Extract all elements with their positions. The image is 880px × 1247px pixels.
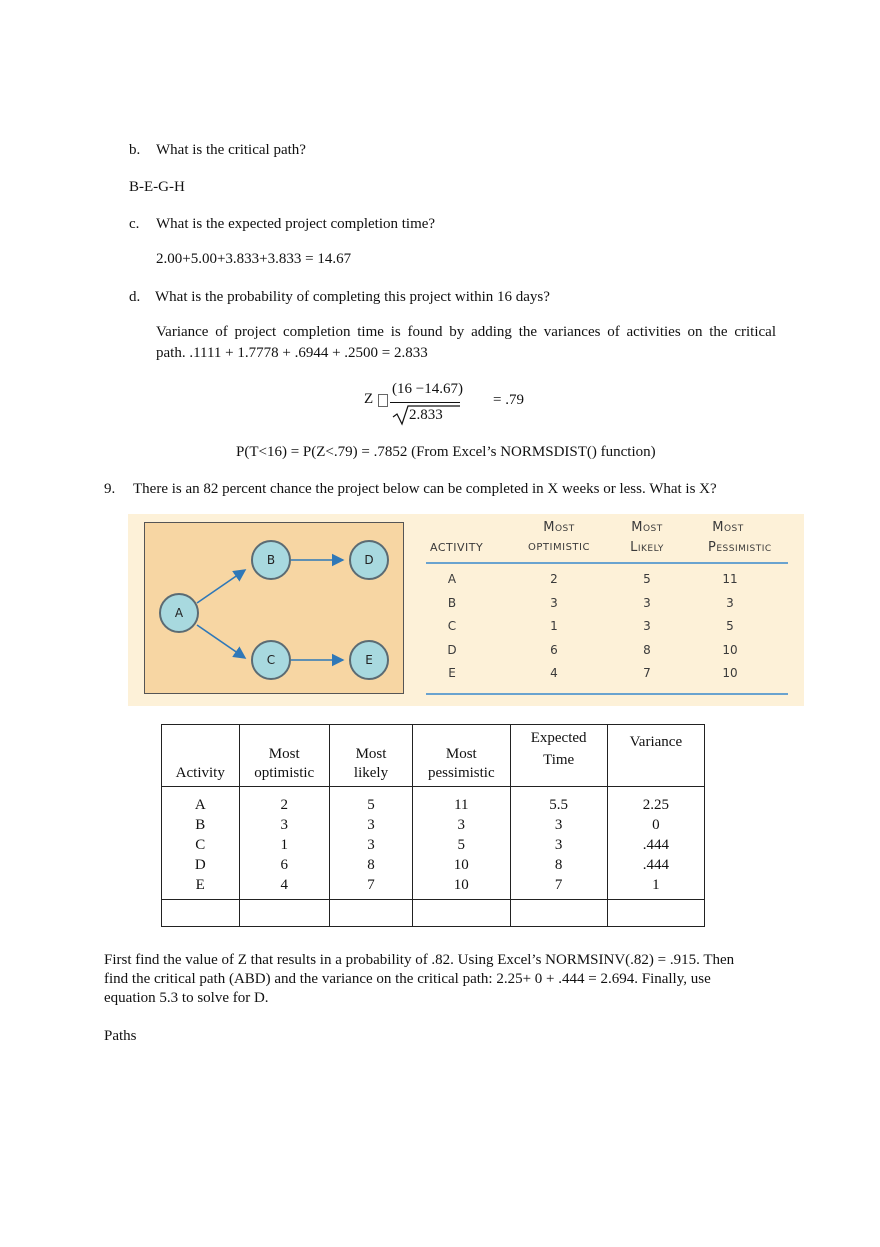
col-optimistic — [239, 787, 329, 900]
network-diagram — [144, 522, 404, 694]
question-c-text: What is the expected project completion time? — [156, 216, 436, 232]
table-cell: 1 — [652, 877, 660, 893]
table-cell: E — [195, 877, 205, 893]
fraction-denominator: 2.833 — [409, 407, 443, 423]
table-cell: 2 — [280, 797, 288, 813]
node-b: B — [251, 540, 291, 580]
table-cell: 2.25 — [642, 797, 669, 813]
fig-value-cell: 2 — [550, 572, 558, 586]
col-variance — [607, 787, 704, 900]
answer-b: B-E-G-H — [129, 179, 185, 195]
table-cell: 8 — [367, 857, 375, 873]
question-b-label: b. — [129, 142, 141, 158]
fig-header-pessimistic-1: Most — [712, 520, 744, 535]
table-cell: 6 — [280, 857, 288, 873]
node-a: A — [159, 593, 199, 633]
project-network-figure — [128, 514, 804, 706]
table-cell: 3 — [554, 837, 563, 853]
fig-value-cell: 1 — [550, 619, 558, 633]
explanation-line3: equation 5.3 to solve for D. — [104, 990, 269, 1006]
table-cell: 3 — [280, 817, 288, 833]
col-expected — [510, 787, 607, 900]
fig-value-cell: 3 — [550, 595, 558, 610]
table-cell: 3 — [457, 817, 466, 833]
table-cell: 1 — [280, 837, 288, 853]
table-cell: 3 — [367, 837, 375, 853]
fig-header-rule — [426, 562, 788, 564]
table-body-row — [162, 787, 705, 900]
variance-explanation-line2: path. .1111 + 1.7778 + .6944 + .2500 = 2.833 — [156, 345, 428, 361]
fig-value-cell: 3 — [643, 619, 651, 633]
table-cell: 5 — [457, 837, 466, 853]
table-cell: D — [194, 857, 206, 873]
node-d: D — [349, 540, 389, 580]
table-cell: 8 — [554, 857, 563, 873]
missing-glyph-box — [378, 394, 388, 407]
fig-header-activity: ACTIVITY — [430, 541, 484, 554]
node-e: E — [349, 640, 389, 680]
explanation-line1: First find the value of Z that results in a probability of .82. Using Excel’s NORMSINV(.82) = .915. Then — [104, 952, 735, 968]
table-cell: 5.5 — [549, 797, 569, 813]
activity-estimates-table — [422, 514, 792, 704]
th-most-pessimistic: Most pessimistic — [413, 725, 510, 787]
table-cell: 3 — [554, 817, 563, 833]
table-cell: 4 — [280, 877, 288, 893]
table-cell: 5 — [367, 797, 375, 813]
fig-value-cell: 5 — [643, 572, 651, 586]
answer-c: 2.00+5.00+3.833+3.833 = 14.67 — [156, 251, 352, 267]
expected-time-variance-table — [161, 724, 705, 927]
fig-value-cell: 3 — [726, 595, 734, 610]
fig-value-cell: 4 — [550, 666, 558, 680]
fig-value-cell: 10 — [722, 666, 738, 680]
fig-header-likely-1: Most — [631, 520, 663, 535]
table-cell: C — [195, 837, 206, 853]
col-activity — [162, 787, 240, 900]
col-pessimistic — [413, 787, 510, 900]
table-cell: B — [195, 817, 206, 833]
question-b-text: What is the critical path? — [156, 142, 306, 158]
fig-value-cell: 5 — [726, 619, 734, 633]
fig-value-cell: 3 — [643, 595, 651, 610]
fig-activity-cell: A — [447, 572, 457, 586]
th-most-optimistic: Most optimistic — [239, 725, 329, 787]
fig-activity-cell: E — [448, 666, 456, 680]
col-likely — [329, 787, 412, 900]
table-cell: 3 — [367, 817, 375, 833]
fig-value-cell: 6 — [550, 642, 558, 657]
table-cell: 7 — [554, 877, 563, 893]
question-d-text: What is the probability of completing this project within 16 days? — [155, 289, 550, 305]
table-blank-row — [162, 900, 705, 927]
fraction-numerator: (16 −14.67) — [392, 381, 463, 397]
fig-bottom-rule — [426, 693, 788, 695]
fig-header-optimistic-1: Most — [543, 520, 575, 535]
variance-explanation-line1: Variance of project completion time is found by adding the variances of activities on the critical — [156, 324, 776, 340]
fig-value-cell: 10 — [722, 642, 738, 657]
explanation-line2: find the critical path (ABD) and the variance on the critical path: 2.25+ 0 + .444 = 2.694. Finally, use — [104, 971, 711, 987]
th-expected-time: Expected Time — [510, 725, 607, 787]
node-c: C — [251, 640, 291, 680]
fig-activity-cell: B — [447, 595, 457, 610]
question-d-label: d. — [129, 289, 141, 305]
fraction-bar — [390, 402, 460, 403]
table-cell: 7 — [367, 877, 375, 893]
z-result: = .79 — [493, 392, 524, 408]
fig-header-optimistic-2: OPTIMISTIC — [528, 542, 590, 553]
table-cell: A — [194, 797, 206, 813]
fig-header-pessimistic-2: Pessimistic — [708, 540, 772, 555]
fig-activity-cell: C — [447, 619, 457, 633]
fig-value-cell: 7 — [643, 666, 651, 680]
z-symbol: Z — [364, 391, 374, 407]
question-c-label: c. — [129, 216, 140, 232]
th-most-likely: Most likely — [329, 725, 412, 787]
fig-value-cell: 11 — [722, 572, 738, 586]
table-cell: 0 — [652, 817, 660, 833]
table-cell: 10 — [453, 857, 469, 873]
paths-label: Paths — [104, 1028, 137, 1044]
table-cell: 11 — [454, 797, 469, 813]
table-header-row — [162, 725, 705, 787]
probability-result: P(T<16) = P(Z<.79) = .7852 (From Excel’s NORMSDIST() function) — [236, 444, 656, 460]
table-cell: .444 — [642, 837, 669, 853]
fig-header-likely-2: Likely — [630, 540, 664, 555]
th-variance: Variance — [607, 725, 704, 787]
question-9-label: 9. — [104, 481, 116, 497]
fig-activity-cell: D — [447, 642, 457, 657]
th-activity: Activity — [162, 725, 240, 787]
table-cell: .444 — [642, 857, 669, 873]
fig-value-cell: 8 — [643, 642, 651, 657]
table-cell: 10 — [453, 877, 469, 893]
question-9-text: There is an 82 percent chance the project below can be completed in X weeks or less. What is X? — [133, 481, 717, 497]
